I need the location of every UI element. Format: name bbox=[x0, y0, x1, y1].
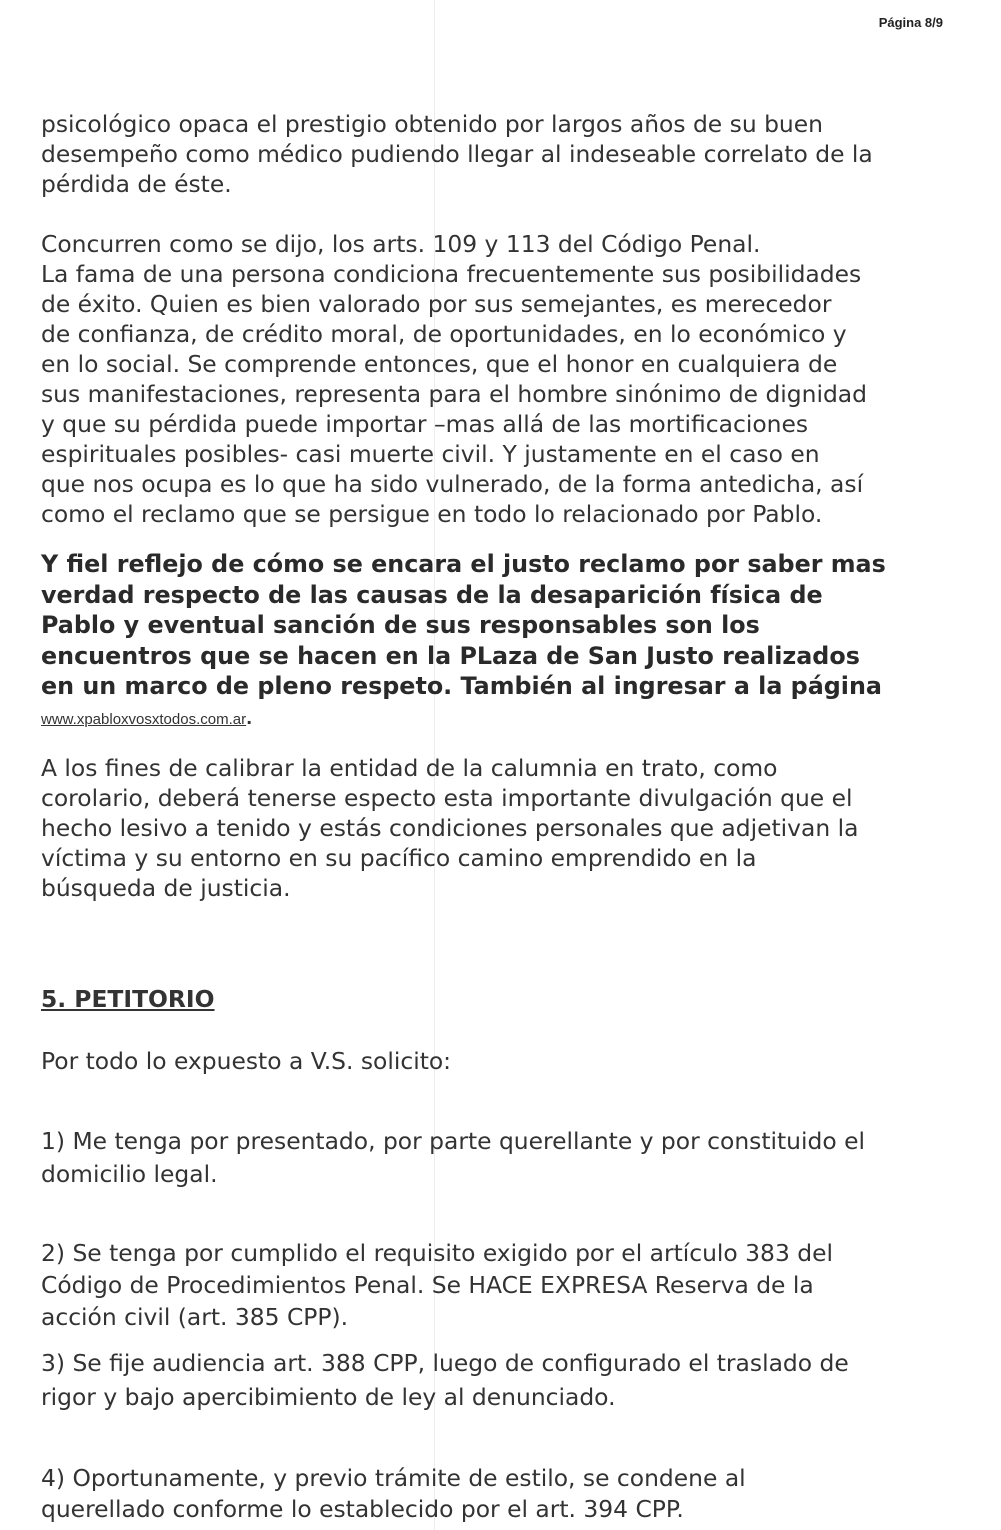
website-period: . bbox=[246, 708, 253, 728]
petition-item-2: 2) Se tenga por cumplido el requisito exigido por el artículo 383 del Código de Procedimientos Penal. Se HACE EXPRESA Reserva de la acción civil (art. 385 CPP). bbox=[41, 1238, 833, 1331]
paragraph-legal-articles: Concurren como se dijo, los arts. 109 y 113 del Código Penal. La fama de una persona condiciona frecuentemente sus posibilidades de éxito. Quien es bien valorado por sus semejantes, es merecedor de confianza, de crédito moral, de oportunidades, en lo económico y en lo social. Se comprende entonces, que el honor en cualquiera de sus manifestaciones, representa para el hombre sinónimo de dignidad y que su pérdida puede importar –mas allá de las mortificaciones espirituales posibles- casi muerte civil. Y justamente en el caso en que nos ocupa es lo que ha sido vulnerado, de la forma antedicha, así como el reclamo que se persigue en todo lo relacionado por Pablo. bbox=[41, 230, 867, 528]
paragraph-prestige: psicológico opaca el prestigio obtenido por largos años de su buen desempeño como médico pudiendo llegar al indeseable correlato de la pérdida de éste. bbox=[41, 110, 873, 198]
petition-item-4: 4) Oportunamente, y previo trámite de estilo, se condene al querellado conforme lo establecido por el art. 394 CPP. bbox=[41, 1463, 746, 1523]
website-line bbox=[41, 706, 951, 730]
petition-item-3: 3) Se fije audiencia art. 388 CPP, luego de configurado el traslado de rigor y bajo apercibimiento de ley al denunciado. bbox=[41, 1348, 849, 1411]
website-link[interactable]: www.xpabloxvosxtodos.com.ar bbox=[41, 710, 247, 728]
document-body bbox=[41, 109, 951, 1525]
paragraph-calumny: A los fines de calibrar la entidad de la calumnia en trato, como corolario, deberá tenerse especto esta importante divulgación que el hecho lesivo a tenido y estás condiciones personales que adjetivan la víctima y su entorno en su pacífico camino emprendido en la búsqueda de justicia. bbox=[41, 753, 859, 902]
page-number: Página 8/9 bbox=[878, 15, 943, 30]
section-heading-petitorio: 5. PETITORIO bbox=[41, 984, 215, 1013]
petition-intro: Por todo lo expuesto a V.S. solicito: bbox=[41, 1046, 452, 1075]
petition-item-1: 1) Me tenga por presentado, por parte querellante y por constituido el domicilio legal. bbox=[41, 1126, 865, 1188]
paragraph-bold-reflection: Y fiel reflejo de cómo se encara el justo reclamo por saber mas verdad respecto de las causas de la desaparición física de Pablo y eventual sanción de sus responsables son los encuentros que se hacen en la PLaza de San Justo realizados en un marco de pleno respeto. También al ingresar a la página bbox=[41, 550, 886, 700]
